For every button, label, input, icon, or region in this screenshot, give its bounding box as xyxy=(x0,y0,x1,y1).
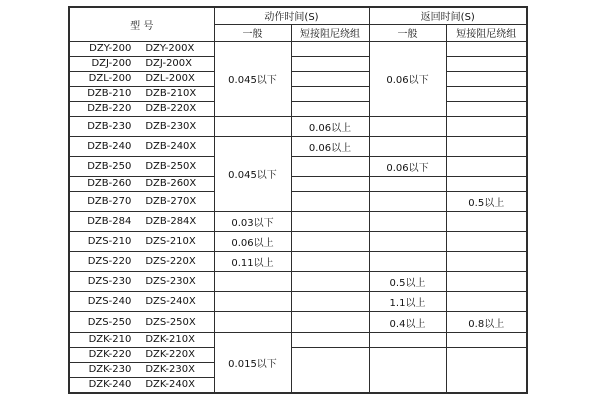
cell-ret-damp: 0.5以上 xyxy=(446,192,527,212)
cell-act-damp xyxy=(291,101,369,116)
cell-act-gen: 0.03以下 xyxy=(214,212,291,232)
header-action-damping: 短接阻尼绕组 xyxy=(291,24,369,41)
model-label: DZK-230X xyxy=(145,364,195,376)
model-label: DZK-220X xyxy=(145,349,195,361)
cell-act-damp xyxy=(291,41,369,56)
model-label: DZL-200X xyxy=(145,73,195,85)
cell-ret-damp: 0.8以上 xyxy=(446,312,527,332)
header-action-general: 一般 xyxy=(214,24,291,41)
relay-spec-table xyxy=(68,6,528,394)
model-cell xyxy=(69,312,214,332)
cell-ret-damp xyxy=(446,212,527,232)
cell-ret-damp xyxy=(446,116,527,136)
cell-act-gen: 0.045以下 xyxy=(214,41,291,116)
model-cell xyxy=(69,101,214,116)
cell-act-gen: 0.11以上 xyxy=(214,252,291,272)
model-label: DZS-210 xyxy=(87,236,132,248)
cell-ret-gen xyxy=(369,116,446,136)
model-cell xyxy=(69,192,214,212)
model-label: DZB-270X xyxy=(145,196,197,208)
cell-act-gen: 0.015以下 xyxy=(214,332,291,393)
model-label: DZK-210X xyxy=(145,334,195,346)
cell-ret-gen: 0.4以上 xyxy=(369,312,446,332)
table-row xyxy=(69,136,527,156)
table-row xyxy=(69,41,527,56)
cell-ret-gen: 0.5以上 xyxy=(369,272,446,292)
cell-ret-gen xyxy=(369,192,446,212)
cell-ret-damp xyxy=(446,332,527,347)
cell-ret-damp xyxy=(446,156,527,176)
cell-ret-damp xyxy=(446,41,527,56)
cell-ret-gen: 0.06以下 xyxy=(369,156,446,176)
cell-act-gen xyxy=(214,312,291,332)
cell-act-damp xyxy=(291,71,369,86)
header-return-damping: 短接阻尼绕组 xyxy=(446,24,527,41)
model-cell xyxy=(69,116,214,136)
model-label: DZJ-200X xyxy=(145,58,193,70)
header-action-time: 动作时间(S) xyxy=(214,7,369,24)
table-row xyxy=(69,232,527,252)
model-label: DZB-230X xyxy=(145,120,197,132)
table-row xyxy=(69,116,527,136)
model-label: DZB-260X xyxy=(145,178,197,190)
cell-ret-damp xyxy=(446,272,527,292)
cell-ret-damp xyxy=(446,292,527,312)
model-label: DZS-240 xyxy=(87,296,132,308)
model-label: DZB-250X xyxy=(145,160,197,172)
model-label: DZK-230 xyxy=(88,364,132,376)
cell-ret-damp xyxy=(446,347,527,393)
table-row xyxy=(69,176,527,191)
model-cell xyxy=(69,347,214,362)
model-label: DZJ-200 xyxy=(91,58,132,70)
cell-ret-gen xyxy=(369,252,446,272)
cell-act-damp xyxy=(291,192,369,212)
model-label: DZS-220X xyxy=(145,256,196,268)
cell-ret-gen xyxy=(369,212,446,232)
model-label: DZS-250X xyxy=(145,316,196,328)
table-row xyxy=(69,312,527,332)
model-label: DZB-220 xyxy=(87,103,132,115)
cell-ret-damp xyxy=(446,56,527,71)
cell-act-damp xyxy=(291,56,369,71)
model-label: DZY-200 xyxy=(89,43,132,55)
table-row xyxy=(69,212,527,232)
model-label: DZS-210X xyxy=(145,236,196,248)
table-row xyxy=(69,252,527,272)
cell-ret-damp xyxy=(446,232,527,252)
table-row xyxy=(69,156,527,176)
model-cell xyxy=(69,362,214,377)
cell-ret-gen xyxy=(369,136,446,156)
cell-act-damp xyxy=(291,232,369,252)
header-model: 型 号 xyxy=(69,7,214,41)
model-label: DZB-220X xyxy=(145,103,197,115)
model-cell xyxy=(69,377,214,393)
table-row xyxy=(69,101,527,116)
table-row xyxy=(69,56,527,71)
model-label: DZB-240X xyxy=(145,140,197,152)
model-cell xyxy=(69,71,214,86)
cell-act-damp xyxy=(291,156,369,176)
model-cell xyxy=(69,56,214,71)
cell-act-gen xyxy=(214,292,291,312)
cell-act-gen: 0.045以下 xyxy=(214,136,291,211)
model-cell xyxy=(69,176,214,191)
cell-act-damp xyxy=(291,312,369,332)
cell-ret-gen xyxy=(369,347,446,393)
table-row xyxy=(69,347,527,362)
model-cell xyxy=(69,86,214,101)
cell-ret-damp xyxy=(446,252,527,272)
model-label: DZB-284X xyxy=(145,216,197,228)
cell-act-gen xyxy=(214,116,291,136)
model-cell xyxy=(69,272,214,292)
header-return-general: 一般 xyxy=(369,24,446,41)
model-label: DZK-210 xyxy=(88,334,132,346)
table-header xyxy=(69,7,527,41)
table-body xyxy=(69,41,527,393)
cell-act-damp: 0.06以上 xyxy=(291,136,369,156)
cell-act-damp xyxy=(291,176,369,191)
cell-act-damp xyxy=(291,332,369,347)
cell-ret-gen xyxy=(369,332,446,347)
cell-act-damp xyxy=(291,252,369,272)
model-label: DZB-284 xyxy=(87,216,132,228)
table-row xyxy=(69,71,527,86)
table-row xyxy=(69,332,527,347)
model-label: DZB-270 xyxy=(87,196,132,208)
cell-ret-damp xyxy=(446,86,527,101)
cell-ret-gen xyxy=(369,176,446,191)
model-cell xyxy=(69,136,214,156)
cell-act-damp xyxy=(291,292,369,312)
model-label: DZK-240 xyxy=(88,379,132,391)
model-cell xyxy=(69,292,214,312)
table-row xyxy=(69,192,527,212)
model-cell xyxy=(69,232,214,252)
table-row xyxy=(69,292,527,312)
cell-act-damp xyxy=(291,86,369,101)
model-label: DZS-250 xyxy=(87,316,132,328)
model-label: DZB-210X xyxy=(145,88,197,100)
model-label: DZL-200 xyxy=(88,73,132,85)
header-return-time: 返回时间(S) xyxy=(369,7,527,24)
model-label: DZB-260 xyxy=(87,178,132,190)
model-label: DZB-210 xyxy=(87,88,132,100)
model-label: DZS-240X xyxy=(145,296,196,308)
model-label: DZB-250 xyxy=(87,160,132,172)
model-cell xyxy=(69,41,214,56)
cell-ret-damp xyxy=(446,101,527,116)
model-cell xyxy=(69,156,214,176)
cell-act-damp xyxy=(291,212,369,232)
table-row xyxy=(69,272,527,292)
cell-act-damp: 0.06以上 xyxy=(291,116,369,136)
model-cell xyxy=(69,252,214,272)
cell-act-gen xyxy=(214,272,291,292)
model-label: DZS-220 xyxy=(87,256,132,268)
model-label: DZB-230 xyxy=(87,120,132,132)
model-label: DZB-240 xyxy=(87,140,132,152)
model-label: DZS-230 xyxy=(87,276,132,288)
model-cell xyxy=(69,332,214,347)
cell-act-damp xyxy=(291,272,369,292)
model-label: DZK-240X xyxy=(145,379,195,391)
table-row xyxy=(69,86,527,101)
cell-ret-gen xyxy=(369,232,446,252)
model-label: DZY-200X xyxy=(145,43,195,55)
cell-ret-gen: 0.06以下 xyxy=(369,41,446,116)
model-label: DZS-230X xyxy=(145,276,196,288)
cell-ret-gen: 1.1以上 xyxy=(369,292,446,312)
model-cell xyxy=(69,212,214,232)
cell-act-damp xyxy=(291,347,369,393)
cell-ret-damp xyxy=(446,71,527,86)
model-label: DZK-220 xyxy=(88,349,132,361)
cell-act-gen: 0.06以上 xyxy=(214,232,291,252)
header-row-1 xyxy=(69,7,527,24)
cell-ret-damp xyxy=(446,176,527,191)
cell-ret-damp xyxy=(446,136,527,156)
